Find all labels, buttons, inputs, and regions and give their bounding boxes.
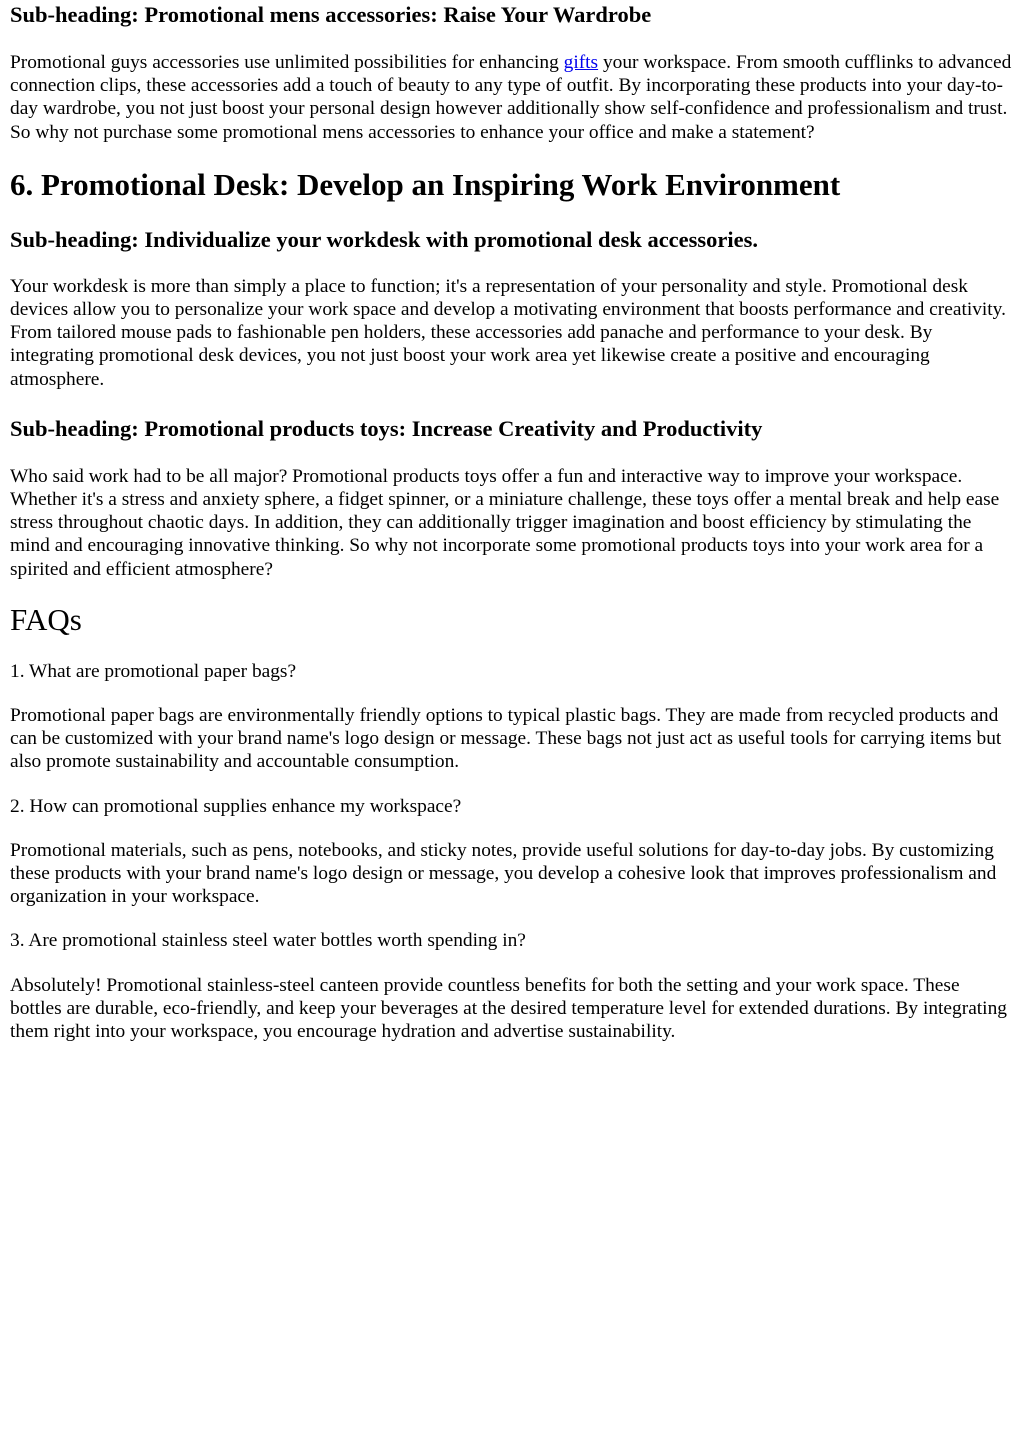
faq-question-1: 1. What are promotional paper bags? (10, 660, 297, 682)
subheading-promotional-toys: Sub-heading: Promotional products toys: Increase Creativity and Productivity (10, 415, 763, 441)
heading-faqs: FAQs (10, 601, 82, 637)
subheading-mens-accessories: Sub-heading: Promotional mens accessories: Raise Your Wardrobe (10, 2, 652, 27)
paragraph-individualize-workdesk: Your workdesk is more than simply a place to function; it's a representation of your personality and style. Promotional desk devices allow you to personalize your work space and develop a motivating environment that boosts performance and creativity. From tailored mouse pads to fashionable pen holders, these accessories add panache and performance to your desk. By integrating promotional desk devices, you not just boost your work area yet likewise create a positive and encouraging atmosphere. (10, 275, 1006, 390)
subheading-individualize-workdesk: Sub-heading: Individualize your workdesk with promotional desk accessories. (10, 226, 759, 252)
faq-answer-2: Promotional materials, such as pens, notebooks, and sticky notes, provide useful solutions for day-to-day jobs. By customizing these products with your brand name's logo design or message, you develop a cohesive look that improves professionalism and organization in your workspace. (10, 839, 997, 908)
paragraph-promotional-toys: Who said work had to be all major? Promotional products toys offer a fun and interactive way to improve your workspace. Whether it's a stress and anxiety sphere, a fidget spinner, or a miniature challenge, these toys offer a mental break and help ease stress throughout chaotic days. In addition, they can additionally trigger imagination and boost efficiency by stimulating the mind and encouraging innovative thinking. So why not incorporate some promotional products toys into your work area for a spirited and efficient atmosphere? (10, 465, 1000, 580)
faq-question-2: 2. How can promotional supplies enhance my workspace? (10, 795, 462, 817)
document-page (0, 1, 1024, 1043)
paragraph-text: your workspace. From smooth cufflinks to advanced connection clips, these accessories add a touch of beauty to any type of outfit. By incorporating these products into your day-to-day wardrobe, you not just boost your personal design however additionally show self-confidence and professionalism and trust. So why not purchase some promotional mens accessories to enhance your office and make a statement? (10, 52, 1012, 143)
gifts-link[interactable]: gifts (563, 52, 599, 73)
paragraph-text: Promotional guys accessories use unlimited possibilities for enhancing (10, 52, 564, 73)
faq-answer-3: Absolutely! Promotional stainless-steel canteen provide countless benefits for both the setting and your work space. These bottles are durable, eco-friendly, and keep your beverages at the desired temperature level for extended durations. By integrating them right into your workspace, you encourage hydration and advertise sustainability. (10, 974, 1007, 1043)
paragraph-mens-accessories (10, 51, 1014, 144)
faq-question-3: 3. Are promotional stainless steel water bottles worth spending in? (10, 930, 526, 952)
heading-promotional-desk: 6. Promotional Desk: Develop an Inspiring Work Environment (10, 166, 841, 202)
faq-answer-1: Promotional paper bags are environmentally friendly options to typical plastic bags. They are made from recycled products and can be customized with your brand name's logo design or message. These bags not just act as useful tools for carrying items but also promote sustainability and accountable consumption. (10, 705, 1002, 773)
